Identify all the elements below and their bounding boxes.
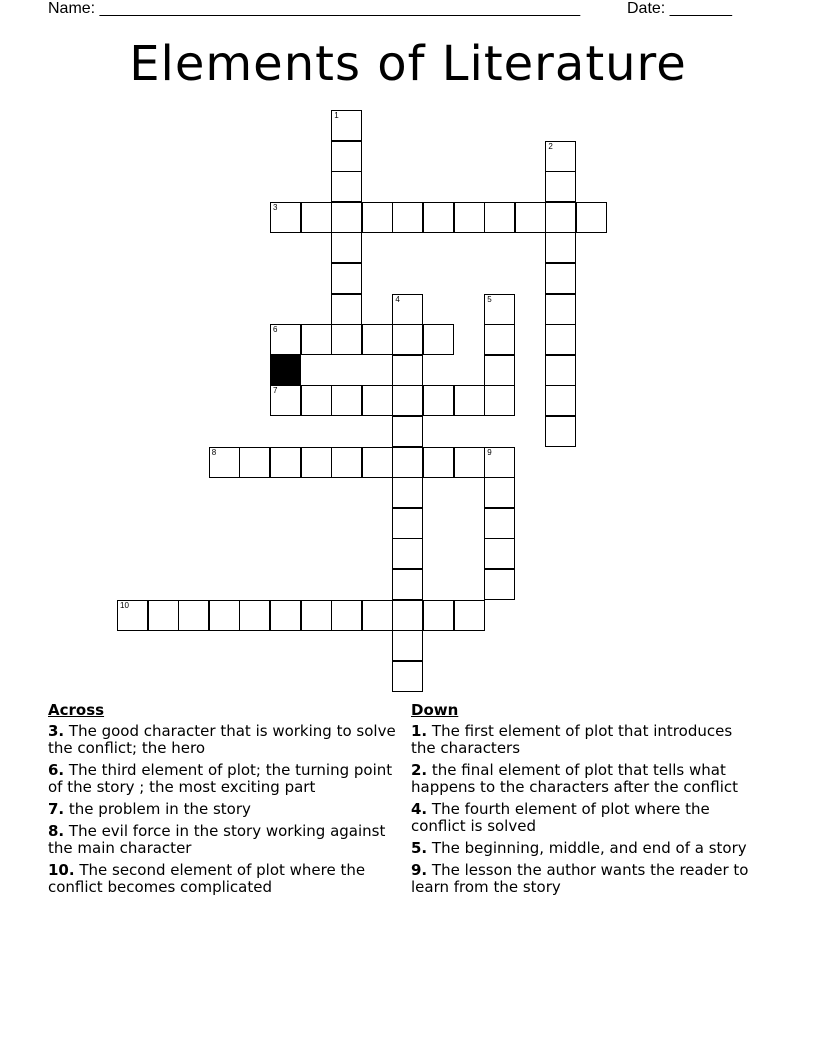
crossword-cell[interactable]: [392, 294, 423, 325]
crossword-cell[interactable]: [484, 294, 515, 325]
crossword-cell[interactable]: [545, 294, 576, 325]
crossword-cell[interactable]: [331, 294, 362, 325]
crossword-cell[interactable]: [331, 263, 362, 294]
crossword-cell[interactable]: [545, 324, 576, 355]
crossword-cell[interactable]: [545, 232, 576, 263]
crossword-cell[interactable]: [362, 447, 393, 478]
crossword-cell[interactable]: [392, 447, 423, 478]
crossword-cell[interactable]: [392, 538, 423, 569]
crossword-cell[interactable]: [484, 447, 515, 478]
crossword-cell[interactable]: [209, 600, 240, 631]
crossword-cell[interactable]: [392, 508, 423, 539]
crossword-cell[interactable]: [423, 385, 454, 416]
crossword-cell[interactable]: [301, 600, 332, 631]
crossword-cell[interactable]: [423, 324, 454, 355]
crossword-cell[interactable]: [270, 600, 301, 631]
crossword-cell[interactable]: [484, 324, 515, 355]
crossword-cell[interactable]: [423, 600, 454, 631]
crossword-cell[interactable]: [331, 385, 362, 416]
crossword-cell[interactable]: [545, 385, 576, 416]
down-heading: Down: [411, 701, 459, 719]
crossword-cell[interactable]: [545, 263, 576, 294]
crossword-cell[interactable]: [454, 447, 485, 478]
crossword-cell[interactable]: [484, 538, 515, 569]
crossword-cell[interactable]: [270, 447, 301, 478]
cell-number: 5: [487, 294, 492, 304]
clue-down-4: 4. The fourth element of plot where the conflict is solved: [411, 800, 710, 835]
crossword-cell[interactable]: [484, 477, 515, 508]
crossword-cell[interactable]: [331, 110, 362, 141]
crossword-cell[interactable]: [576, 202, 607, 233]
crossword-cell[interactable]: [148, 600, 179, 631]
crossword-cell[interactable]: [392, 385, 423, 416]
clue-across-8: 8. The evil force in the story working against the main character: [48, 822, 386, 857]
crossword-cell[interactable]: [392, 324, 423, 355]
crossword-cell[interactable]: [362, 324, 393, 355]
crossword-cell[interactable]: [423, 447, 454, 478]
crossword-cell[interactable]: [545, 171, 576, 202]
cell-number: 6: [273, 325, 278, 335]
crossword-cell[interactable]: [301, 324, 332, 355]
crossword-cell[interactable]: [331, 447, 362, 478]
crossword-cell[interactable]: [392, 355, 423, 386]
cell-number: 4: [395, 294, 400, 304]
crossword-cell[interactable]: [545, 141, 576, 172]
crossword-cell[interactable]: [484, 508, 515, 539]
cell-number: 3: [273, 202, 278, 212]
name-field-label[interactable]: Name: ______________________________________________________: [48, 0, 581, 17]
crossword-cell[interactable]: [239, 600, 270, 631]
crossword-cell[interactable]: [392, 477, 423, 508]
clue-down-1: 1. The first element of plot that introduces the characters: [411, 722, 733, 757]
crossword-cell[interactable]: [331, 202, 362, 233]
crossword-cell[interactable]: [423, 202, 454, 233]
crossword-cell[interactable]: [178, 600, 209, 631]
black-square: [270, 355, 301, 386]
crossword-cell[interactable]: [454, 385, 485, 416]
crossword-cell[interactable]: [301, 385, 332, 416]
clue-down-5: 5. The beginning, middle, and end of a story: [411, 839, 747, 857]
crossword-cell[interactable]: [209, 447, 240, 478]
crossword-cell[interactable]: [362, 385, 393, 416]
crossword-cell[interactable]: [515, 202, 546, 233]
crossword-cell[interactable]: [484, 385, 515, 416]
crossword-cell[interactable]: [270, 385, 301, 416]
clue-down-9: 9. The lesson the author wants the reader to learn from the story: [411, 861, 749, 896]
crossword-cell[interactable]: [484, 569, 515, 600]
clue-across-10: 10. The second element of plot where the conflict becomes complicated: [48, 861, 366, 896]
crossword-cell[interactable]: [331, 171, 362, 202]
cell-number: 2: [548, 141, 553, 151]
across-heading: Across: [48, 701, 105, 719]
across-clues: [48, 701, 398, 901]
clue-across-7: 7. the problem in the story: [48, 800, 251, 818]
clue-down-2: 2. the final element of plot that tells what happens to the characters after the conflict: [411, 761, 738, 796]
crossword-cell[interactable]: [270, 324, 301, 355]
crossword-cell[interactable]: [331, 232, 362, 263]
page-title: Elements of Literature: [129, 36, 687, 92]
crossword-cell[interactable]: [301, 202, 332, 233]
crossword-cell[interactable]: [484, 202, 515, 233]
crossword-cell[interactable]: [392, 569, 423, 600]
crossword-cell[interactable]: [331, 600, 362, 631]
down-clues: [411, 701, 761, 901]
crossword-cell[interactable]: [545, 416, 576, 447]
crossword-cell[interactable]: [392, 630, 423, 661]
crossword-cell[interactable]: [331, 141, 362, 172]
crossword-cell[interactable]: [239, 447, 270, 478]
crossword-cell[interactable]: [362, 202, 393, 233]
crossword-cell[interactable]: [331, 324, 362, 355]
date-field-label[interactable]: Date: _______: [627, 0, 732, 17]
crossword-cell[interactable]: [301, 447, 332, 478]
crossword-cell[interactable]: [362, 600, 393, 631]
clue-across-6: 6. The third element of plot; the turning point of the story ; the most exciting part: [48, 761, 393, 796]
crossword-cell[interactable]: [545, 202, 576, 233]
crossword-cell[interactable]: [392, 202, 423, 233]
cell-number: 8: [211, 447, 217, 457]
crossword-cell[interactable]: [545, 355, 576, 386]
cell-number: 1: [334, 111, 339, 120]
crossword-cell[interactable]: [454, 202, 485, 233]
crossword-cell[interactable]: [392, 661, 423, 692]
crossword-cell[interactable]: [392, 416, 423, 447]
crossword-cell[interactable]: [392, 600, 423, 631]
cell-number: 7: [273, 386, 278, 396]
crossword-cell[interactable]: [484, 355, 515, 386]
crossword-cell[interactable]: [454, 600, 485, 631]
crossword-cell[interactable]: [270, 202, 301, 233]
cell-number: 10: [120, 600, 129, 610]
crossword-cell[interactable]: [117, 600, 148, 631]
clue-across-3: 3. The good character that is working to solve the conflict; the hero: [48, 722, 396, 757]
cell-number: 9: [487, 447, 492, 457]
